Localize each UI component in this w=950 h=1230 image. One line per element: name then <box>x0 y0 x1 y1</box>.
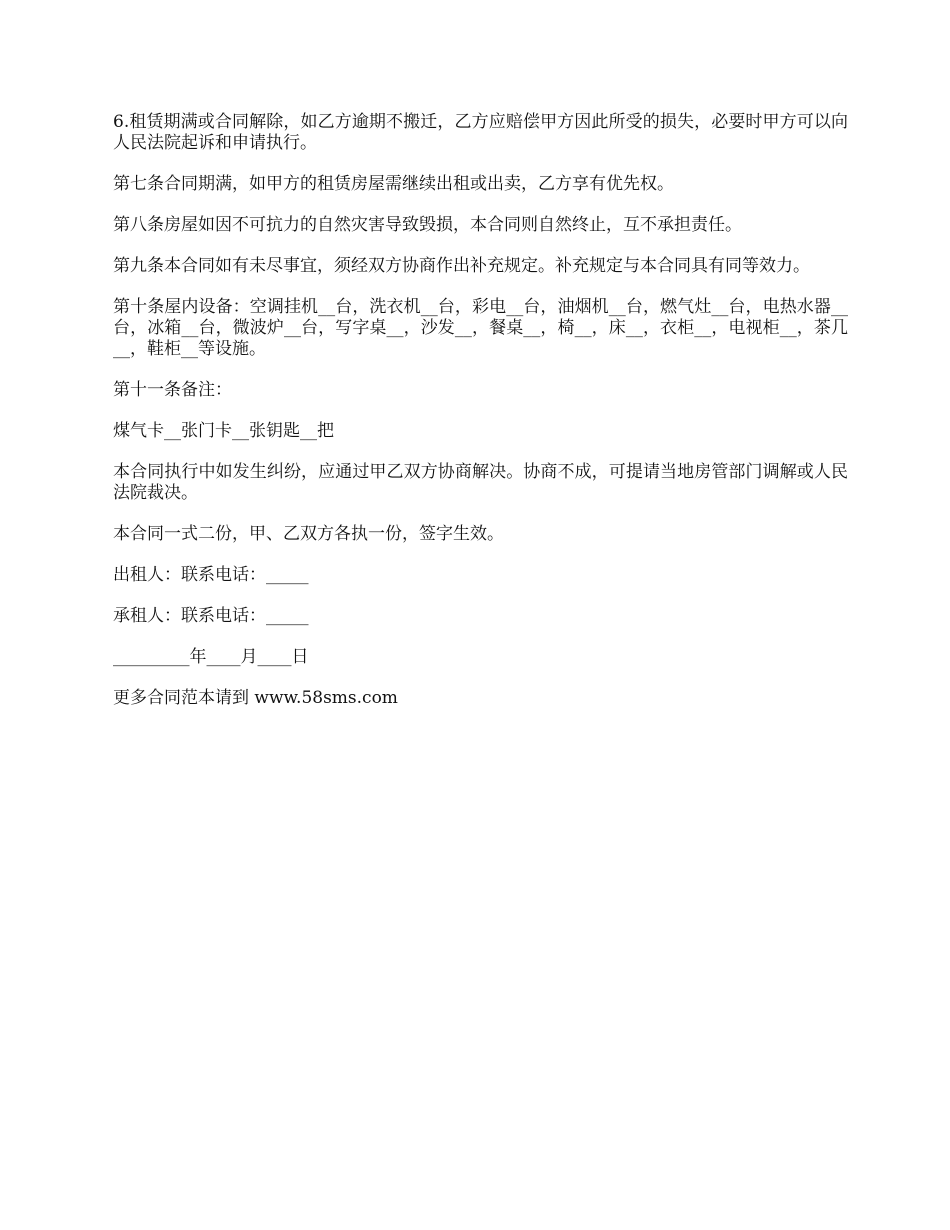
document-body <box>113 112 848 729</box>
clause-7-paragraph: 第七条合同期满，如甲方的租赁房屋需继续出租或出卖，乙方享有优先权。 <box>113 174 674 194</box>
dispute-paragraph: 本合同执行中如发生纠纷，应通过甲乙双方协商解决。协商不成，可提请当地房管部门调解或人民法院裁决。 <box>113 462 848 503</box>
clause-11-remarks-heading: 第十一条备注： <box>113 380 232 400</box>
copies-paragraph: 本合同一式二份，甲、乙双方各执一份，签字生效。 <box>113 524 504 544</box>
keys-cards-line: 煤气卡__张门卡__张钥匙__把 <box>113 421 334 441</box>
date-line: _________年____月____日 <box>113 647 309 667</box>
lessee-signature-line: 承租人：联系电话：_____ <box>113 606 309 626</box>
clause-9-paragraph: 第九条本合同如有未尽事宜，须经双方协商作出补充规定。补充规定与本合同具有同等效力。 <box>113 256 810 276</box>
clause-6-paragraph: 6.租赁期满或合同解除，如乙方逾期不搬迁，乙方应赔偿甲方因此所受的损失，必要时甲方可以向人民法院起诉和申请执行。 <box>113 112 848 153</box>
clause-10-equipment-paragraph: 第十条屋内设备：空调挂机__台，洗衣机__台，彩电__台，油烟机__台，燃气灶__台，电热水器__台，冰箱__台，微波炉__台，写字桌__，沙发__，餐桌__，椅__，床__，衣柜__，电视柜__，茶几__，鞋柜__等设施。 <box>113 297 848 359</box>
clause-8-paragraph: 第八条房屋如因不可抗力的自然灾害导致毁损，本合同则自然终止，互不承担责任。 <box>113 215 742 235</box>
lessor-signature-line: 出租人：联系电话：_____ <box>113 565 309 585</box>
footer-link-text: 更多合同范本请到 www.58sms.com <box>113 688 398 708</box>
